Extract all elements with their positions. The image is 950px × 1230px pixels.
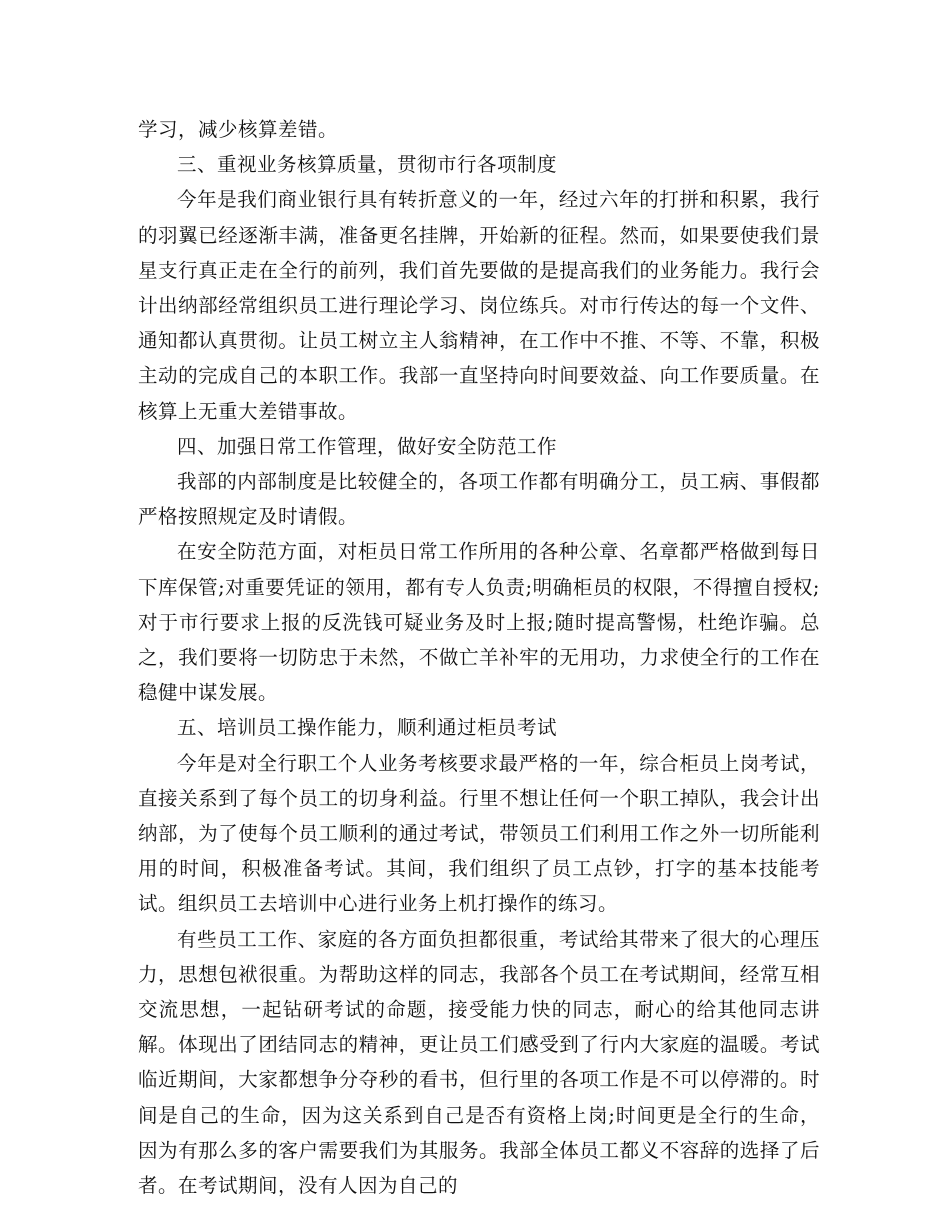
paragraph-business-accounting: 今年是我们商业银行具有转折意义的一年，经过六年的打拼和积累，我行的羽翼已经逐渐丰满，准备更名挂牌，开始新的征程。然而，如果要使我们景星支行真正走在全行的前列，我们首先要做的是提高我们的业务能力。我行会计出纳部经常组织员工进行理论学习、岗位练兵。对市行传达的每一个文件、通知都认真贯彻。让员工树立主人翁精神，在工作中不推、不等、不靠，积极主动的完成自己的本职工作。我部一直坚持向时间要效益、向工作要质量。在核算上无重大差错事故。 (138, 188, 820, 423)
paragraph-exam-training: 今年是对全行职工个人业务考核要求最严格的一年，综合柜员上岗考试，直接关系到了每个员工的切身利益。行里不想让任何一个职工掉队，我会计出纳部，为了使每个员工顺利的通过考试，带领员工们利用工作之外一切所能利用的时间，积极准备考试。其间，我们组织了员工点钞，打字的基本技能考试。组织员工去培训中心进行业务上机打操作的练习。 (138, 751, 820, 916)
section-heading-4: 四、加强日常工作管理，做好安全防范工作 (177, 434, 558, 458)
paragraph-security: 在安全防范方面，对柜员日常工作所用的各种公章、名章都严格做到每日下库保管;对重要凭证的领用，都有专人负责;明确柜员的权限，不得擅自授权;对于市行要求上报的反洗钱可疑业务及时上报;随时提高警惕，杜绝诈骗。总之，我们要将一切防忠于未然，不做亡羊补牢的无用功，力求使全行的工作在稳健中谋发展。 (138, 540, 820, 705)
document-body (138, 112, 820, 1203)
paragraph-internal-system: 我部的内部制度是比较健全的，各项工作都有明确分工，员工病、事假都严格按照规定及时请假。 (138, 470, 820, 529)
section-heading-3: 三、重视业务核算质量，贯彻市行各项制度 (177, 153, 558, 177)
paragraph-continuation: 学习，减少核算差错。 (138, 118, 339, 141)
section-heading-5: 五、培训员工操作能力，顺利通过柜员考试 (177, 716, 558, 740)
paragraph-exam-support: 有些员工工作、家庭的各方面负担都很重，考试给其带来了很大的心理压力，思想包袱很重。为帮助这样的同志，我部各个员工在考试期间，经常互相交流思想，一起钻研考试的命题，接受能力快的同志，耐心的给其他同志讲解。体现出了团结同志的精神，更让员工们感受到了行内大家庭的温暖。考试临近期间，大家都想争分夺秒的看书，但行里的各项工作是不可以停滞的。时间是自己的生命，因为这关系到自己是否有资格上岗;时间更是全行的生命，因为有那么多的客户需要我们为其服务。我部全体员工都义不容辞的选择了后者。在考试期间，没有人因为自己的 (138, 927, 820, 1198)
